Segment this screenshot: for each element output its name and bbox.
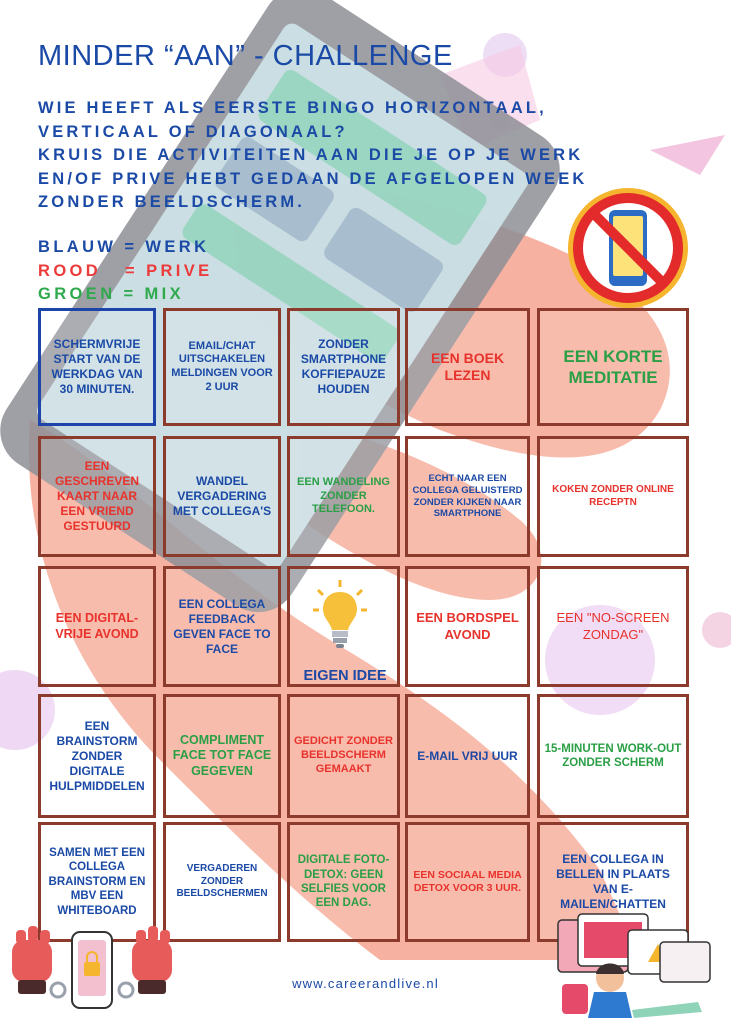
legend-work: BLAUW = WERK bbox=[38, 238, 210, 256]
bingo-cell-text: EEN BORDSPEL AVOND bbox=[416, 610, 519, 642]
bingo-cell-text: EEN COLLEGA FEEDBACK GEVEN FACE TO FACE bbox=[173, 596, 271, 656]
instruction-line: WIE HEEFT ALS EERSTE BINGO HORIZONTAAL, bbox=[38, 99, 547, 117]
bingo-cell[interactable] bbox=[287, 694, 400, 818]
bingo-cell[interactable] bbox=[287, 308, 400, 426]
handcuffs-illustration bbox=[6, 918, 178, 1014]
bingo-cell-text: ZONDER SMARTPHONE KOFFIEPAUZE HOUDEN bbox=[300, 337, 387, 396]
bingo-cell[interactable] bbox=[405, 566, 530, 687]
bingo-cell-text: ECHT NAAR EEN COLLEGA GELUISTERD ZONDER KIJKEN NAAR SMARTPHONE bbox=[412, 472, 523, 520]
bingo-cell-text: KOKEN ZONDER ONLINE RECEPTN bbox=[552, 484, 674, 508]
instruction-line: KRUIS DIE ACTIVITEITEN AAN DIE JE OP JE WERK bbox=[38, 146, 584, 164]
bingo-cell[interactable] bbox=[38, 566, 156, 687]
bingo-cell-text: EEN WANDELING ZONDER TELEFOON. bbox=[297, 475, 390, 516]
lightbulb-icon bbox=[312, 578, 368, 650]
bingo-cell-text: WANDEL VERGADERING MET COLLEGA'S bbox=[172, 474, 272, 518]
bingo-cell-text: GEDICHT ZONDER BEELDSCHERM GEMAAKT bbox=[294, 735, 393, 775]
bingo-cell[interactable] bbox=[38, 694, 156, 818]
bingo-cell-text: EEN GESCHREVEN KAART NAAR EEN VRIEND GESTUURD bbox=[54, 459, 140, 533]
bingo-cell-text: EIGEN IDEE bbox=[303, 668, 387, 684]
bingo-cell-text: EEN DIGITAL-VRIJE AVOND bbox=[55, 610, 139, 641]
bingo-cell[interactable] bbox=[405, 436, 530, 557]
bingo-cell-text: DIGITALE FOTO-DETOX: GEEN SELFIES VOOR EEN DAG. bbox=[297, 854, 390, 910]
bingo-cell-text: SCHERMVRIJE START VAN DE WERKDAG VAN 30 MINUTEN. bbox=[51, 337, 143, 396]
bingo-cell[interactable] bbox=[405, 822, 530, 942]
stressed-person-illustration bbox=[548, 912, 718, 1020]
bingo-cell[interactable] bbox=[163, 436, 281, 557]
bingo-cell-text: EEN "NO-SCREEN ZONDAG" bbox=[556, 610, 670, 642]
bingo-cell-text: E-MAIL VRIJ UUR bbox=[417, 748, 518, 763]
instruction-line: VERTICAAL OF DIAGONAAL? bbox=[38, 122, 348, 141]
bingo-cell[interactable] bbox=[163, 694, 281, 818]
bingo-cell-text: EEN SOCIAAL MEDIA DETOX VOOR 3 UUR. bbox=[413, 868, 522, 894]
bingo-cell-text: EMAIL/CHAT UITSCHAKELEN MELDINGEN VOOR 2 UUR bbox=[171, 339, 273, 393]
legend-mix: GROEN = MIX bbox=[38, 285, 185, 303]
bingo-cell[interactable] bbox=[163, 308, 281, 426]
bingo-cell-text: SAMEN MET EEN COLLEGA BRAINSTORM EN MBV EEN WHITEBOARD bbox=[48, 847, 146, 917]
bingo-cell-text: COMPLIMENT FACE TOT FACE GEGEVEN bbox=[172, 732, 272, 778]
bingo-cell[interactable] bbox=[537, 694, 689, 818]
page-title: MINDER “AAN” - CHALLENGE bbox=[38, 40, 453, 72]
bingo-cell[interactable] bbox=[38, 436, 156, 557]
bingo-cell[interactable] bbox=[537, 566, 689, 687]
bingo-cell[interactable] bbox=[163, 822, 281, 942]
bingo-cell[interactable] bbox=[537, 308, 689, 426]
bingo-cell[interactable] bbox=[38, 308, 156, 426]
bingo-cell-text: VERGADEREN ZONDER BEELDSCHERMEN bbox=[176, 863, 268, 900]
bingo-cell[interactable] bbox=[287, 822, 400, 942]
bingo-cell-text: EEN BOEK LEZEN bbox=[430, 349, 505, 383]
bingo-cell-text: 15-MINUTEN WORK-OUT ZONDER SCHERM bbox=[544, 742, 682, 769]
legend-private: ROOD = PRIVE bbox=[38, 261, 213, 280]
bingo-cell[interactable] bbox=[537, 436, 689, 557]
footer-url: www.careerandlive.nl bbox=[292, 976, 439, 991]
bingo-cell[interactable] bbox=[405, 694, 530, 818]
bingo-cell[interactable] bbox=[287, 436, 400, 557]
bingo-cell-text: EEN COLLEGA IN BELLEN IN PLAATS VAN E-MAILEN/CHATTEN bbox=[556, 852, 670, 911]
bingo-cell[interactable] bbox=[405, 308, 530, 426]
color-legend bbox=[38, 236, 213, 307]
bingo-cell-text: EEN KORTE MEDITATIE bbox=[563, 346, 663, 387]
instruction-line: ZONDER BEELDSCHERM. bbox=[38, 193, 306, 211]
bingo-cell[interactable] bbox=[163, 566, 281, 687]
no-phone-icon bbox=[566, 186, 690, 310]
instruction-line: EN/OF PRIVE HEBT GEDAAN DE AFGELOPEN WEEK bbox=[38, 169, 588, 188]
bingo-cell-text: EEN BRAINSTORM ZONDER DIGITALE HULPMIDDELEN bbox=[49, 718, 145, 793]
